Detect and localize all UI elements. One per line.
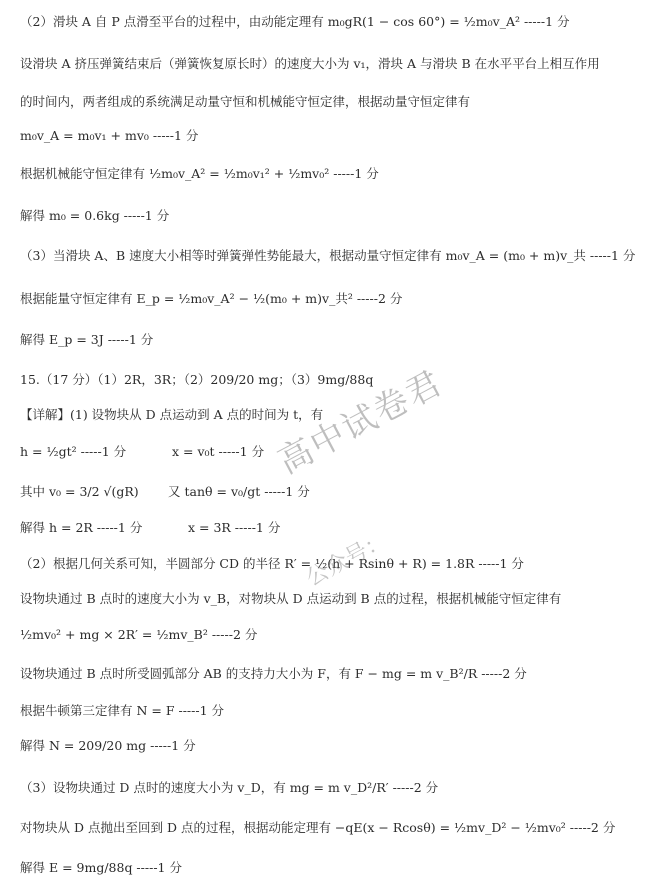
text-line: 【详解】(1) 设物块从 D 点运动到 A 点的时间为 t，有 (20, 407, 324, 422)
text-line: ½mv₀² + mg × 2R′ = ½mv_B² -----2 分 (20, 627, 258, 642)
text-line: 根据牛顿第三定律有 N = F -----1 分 (20, 703, 225, 718)
text-line: （2）根据几何关系可知，半圆部分 CD 的半径 R′ = ½(h + Rsinθ + R) = 1.8R -----1 分 (20, 556, 524, 571)
text-line: （3）设物块通过 D 点时的速度大小为 v_D，有 mg = m v_D²/R′ -----2 分 (20, 780, 439, 795)
text-line: 的时间内，两者组成的系统满足动量守恒和机械能守恒定律，根据动量守恒定律有 (20, 94, 471, 109)
text-line: 设物块通过 B 点时的速度大小为 v_B，对物块从 D 点运动到 B 点的过程，根据机械能守恒定律有 (20, 591, 562, 606)
text-line: 设物块通过 B 点时所受圆弧部分 AB 的支持力大小为 F，有 F − mg = m v_B²/R -----2 分 (20, 666, 527, 681)
watermark-main: 高中试卷君 (271, 362, 450, 483)
text-line: m₀v_A = m₀v₁ + mv₀ -----1 分 (20, 128, 199, 143)
text-line: 其中 v₀ = 3/2 √(gR) (20, 484, 139, 499)
text-line: 对物块从 D 点抛出至回到 D 点的过程，根据动能定理有 −qE(x − Rcosθ) = ½mv_D² − ½mv₀² -----2 分 (20, 820, 616, 835)
text-line: 解得 E = 9mg/88q -----1 分 (20, 860, 182, 875)
text-line: x = v₀t -----1 分 (172, 444, 265, 459)
text-line: 解得 m₀ = 0.6kg -----1 分 (20, 208, 170, 223)
answer-summary: 15.（17 分）（1）2R，3R；（2）209/20 mg；（3）9mg/88q (20, 372, 374, 387)
text-line: 根据机械能守恒定律有 ½m₀v_A² = ½m₀v₁² + ½mv₀² -----1 分 (20, 166, 379, 181)
watermark-sub: 公众号： (302, 528, 392, 592)
text-line: 解得 N = 209/20 mg -----1 分 (20, 738, 196, 753)
text-line: h = ½gt² -----1 分 (20, 444, 127, 459)
text-line: 根据能量守恒定律有 E_p = ½m₀v_A² − ½(m₀ + m)v_共² -----2 分 (20, 291, 403, 306)
text-line: 设滑块 A 挤压弹簧结束后（弹簧恢复原长时）的速度大小为 v₁，滑块 A 与滑块 B 在水平平台上相互作用 (20, 56, 600, 71)
text-line: （3）当滑块 A、B 速度大小相等时弹簧弹性势能最大，根据动量守恒定律有 m₀v_A = (m₀ + m)v_共 -----1 分 (20, 248, 636, 263)
text-line: 解得 E_p = 3J -----1 分 (20, 332, 154, 347)
text-line: 解得 h = 2R -----1 分 (20, 520, 143, 535)
text-line: 又 tanθ = v₀/gt -----1 分 (168, 484, 310, 499)
text-line: （2）滑块 A 自 P 点滑至平台的过程中，由动能定理有 m₀gR(1 − cos 60°) = ½m₀v_A² -----1 分 (20, 14, 570, 29)
text-line: x = 3R -----1 分 (188, 520, 281, 535)
